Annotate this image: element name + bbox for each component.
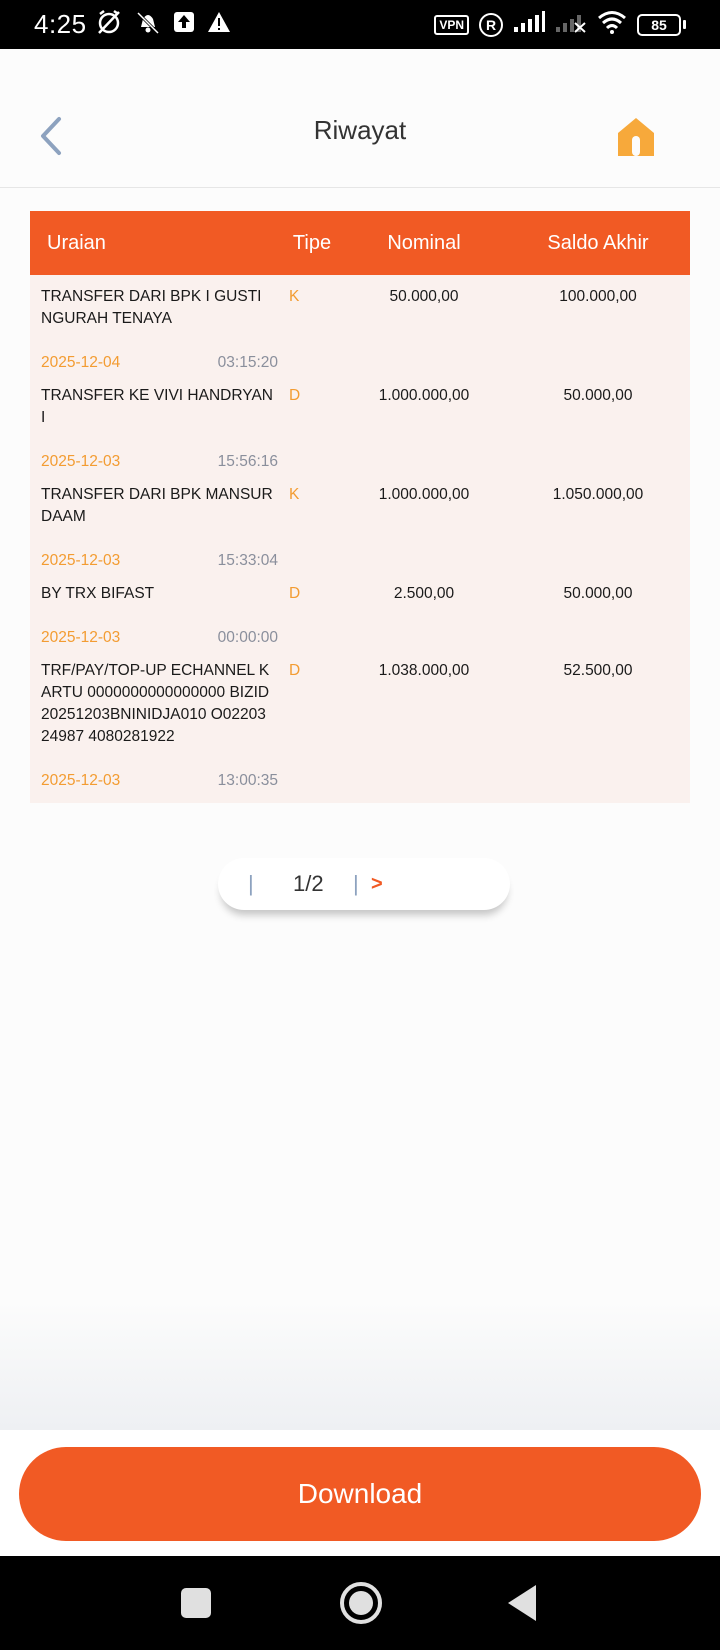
table-row[interactable]: [30, 572, 690, 649]
alarm-off-icon: [95, 9, 123, 40]
transaction-nominal: 2.500,00: [393, 585, 455, 602]
transaction-type: D: [289, 662, 301, 679]
transaction-time: 13:00:35: [217, 772, 278, 789]
table-header: [30, 211, 690, 275]
footer: [0, 1430, 720, 1556]
page-title: Riwayat: [313, 115, 407, 145]
back-triangle-icon[interactable]: [508, 1585, 536, 1621]
transaction-time: 15:33:04: [217, 552, 278, 569]
status-time: 4:25: [34, 9, 87, 39]
vpn-badge: VPN: [434, 15, 469, 35]
transaction-description: TRANSFER DARI BPK I GUSTI NGURAH TENAYA: [41, 288, 262, 327]
home-button[interactable]: [612, 113, 660, 161]
recent-apps-icon[interactable]: [181, 1588, 211, 1618]
navigation-bar: [0, 1556, 720, 1650]
table-row[interactable]: [30, 473, 690, 572]
battery-icon: [637, 14, 686, 36]
app-header: [0, 49, 720, 188]
transaction-time: 15:56:16: [217, 453, 278, 470]
page-indicator: 1/2: [293, 871, 324, 896]
transaction-date: 2025-12-04: [41, 354, 121, 371]
transaction-date: 2025-12-03: [41, 552, 121, 569]
transaction-description: TRANSFER DARI BPK MANSUR DAAM: [41, 486, 273, 525]
transaction-nominal: 1.038.000,00: [378, 662, 470, 679]
battery-level: 85: [637, 14, 681, 36]
wifi-icon: [597, 10, 627, 39]
transaction-time: 00:00:00: [217, 629, 278, 646]
column-header-nominal: Nominal: [387, 231, 461, 254]
transaction-table: [30, 211, 690, 803]
column-header-uraian: Uraian: [47, 231, 106, 254]
transaction-balance: 52.500,00: [563, 662, 633, 679]
transaction-date: 2025-12-03: [41, 453, 121, 470]
next-page-button[interactable]: >: [371, 872, 383, 895]
pagination: [218, 858, 510, 910]
home-icon: [616, 116, 656, 158]
transaction-balance: 50.000,00: [563, 387, 633, 404]
column-header-saldo: Saldo Akhir: [547, 231, 649, 254]
transaction-nominal: 1.000.000,00: [378, 486, 470, 503]
status-left-icons: [95, 9, 231, 40]
status-right-icons: [434, 10, 686, 39]
pagination-separator: |: [248, 871, 254, 896]
pagination-separator: |: [353, 871, 359, 896]
transaction-time: 03:15:20: [217, 354, 278, 371]
transaction-nominal: 1.000.000,00: [378, 387, 470, 404]
signal-no-service-icon: [555, 11, 587, 38]
home-dot: [349, 1591, 373, 1615]
table-row[interactable]: [30, 275, 690, 374]
battery-tip: [683, 20, 686, 29]
transaction-description: TRF/PAY/TOP-UP ECHANNEL KARTU 0000000000000000 BIZID 20251203BNINIDJA010 O0220324987 4080281922: [41, 662, 270, 745]
transaction-balance: 50.000,00: [563, 585, 633, 602]
bottom-fade: [0, 1300, 720, 1430]
transaction-type: D: [289, 387, 301, 404]
status-bar: [0, 0, 720, 49]
transaction-description: BY TRX BIFAST: [41, 585, 155, 602]
transaction-type: D: [289, 585, 301, 602]
transaction-description: TRANSFER KE VIVI HANDRYANI: [41, 387, 273, 426]
transaction-balance: 1.050.000,00: [552, 486, 644, 503]
signal-icon: [513, 11, 545, 38]
warning-icon: [207, 11, 231, 38]
registered-icon: R: [479, 13, 503, 37]
notification-off-icon: [135, 9, 161, 40]
transaction-date: 2025-12-03: [41, 629, 121, 646]
column-header-tipe: Tipe: [292, 231, 332, 254]
transaction-date: 2025-12-03: [41, 772, 121, 789]
transaction-balance: 100.000,00: [559, 288, 637, 305]
download-button[interactable]: Download: [19, 1447, 701, 1541]
home-circle-icon[interactable]: [340, 1582, 382, 1624]
upload-icon: [173, 11, 195, 38]
transaction-nominal: 50.000,00: [389, 288, 459, 305]
transaction-type: K: [289, 288, 300, 305]
table-row[interactable]: [30, 374, 690, 473]
table-row[interactable]: [30, 649, 690, 803]
transaction-type: K: [289, 486, 300, 503]
